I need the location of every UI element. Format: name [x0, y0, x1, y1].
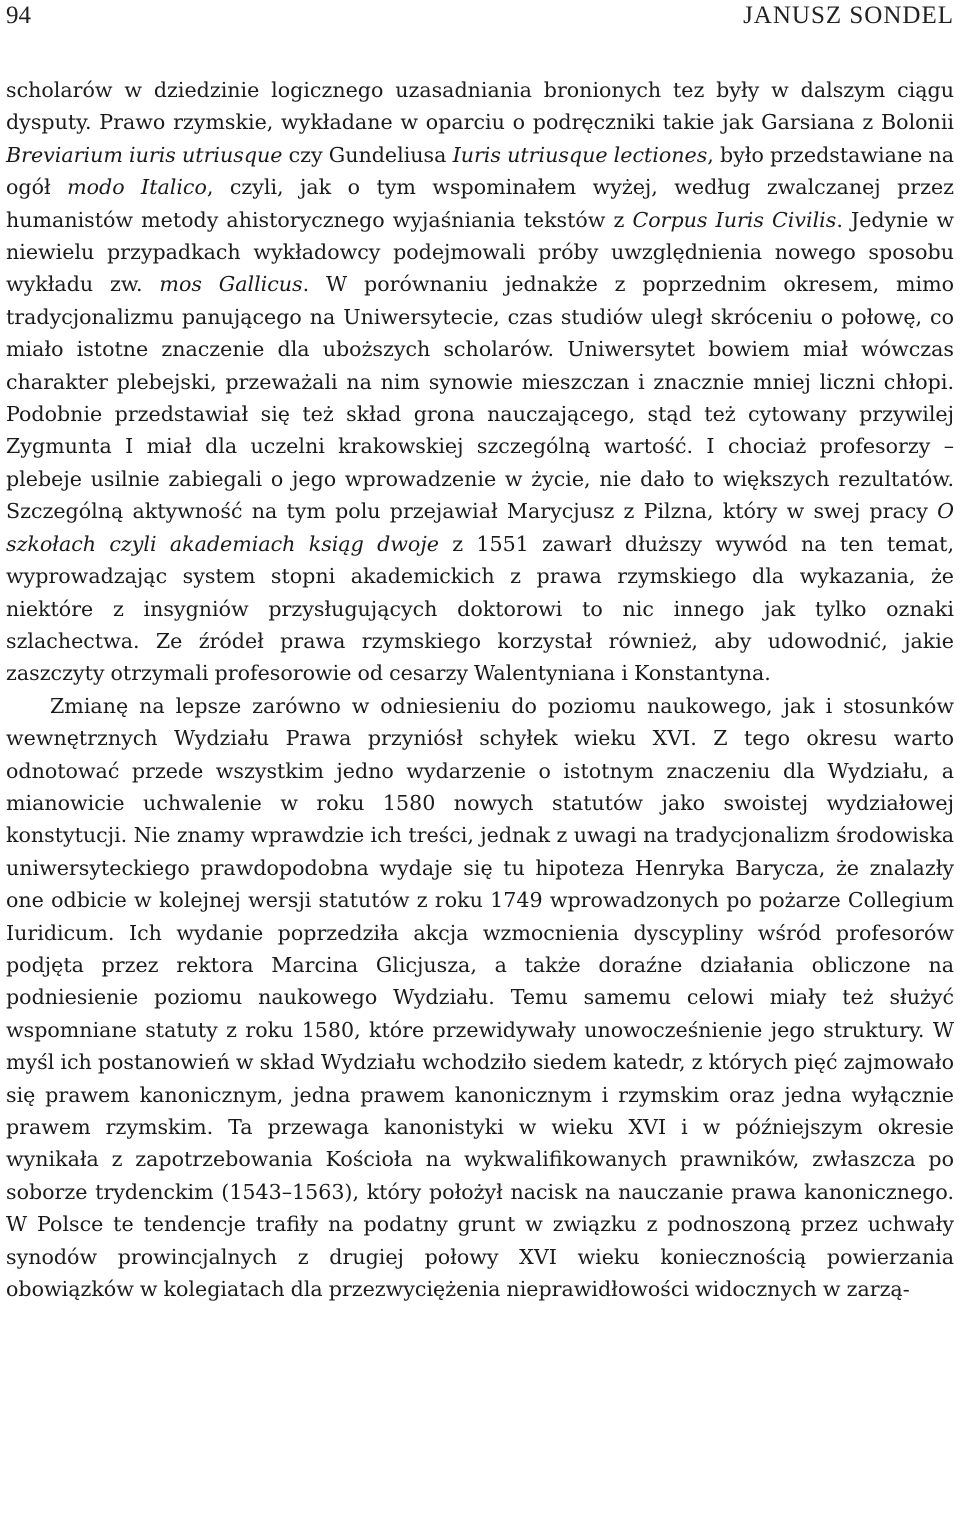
italic-term-mos-gallicus: mos Gallicus [159, 272, 303, 297]
italic-term-modo-italico: modo Italico [67, 175, 207, 200]
italic-title-lectiones: Iuris utriusque lectiones [452, 142, 708, 167]
running-head [0, 0, 960, 30]
body-text [6, 74, 954, 1305]
paragraph-2 [6, 690, 954, 1306]
text-run: . W porównaniu jednakże z poprzednim okresem, mimo tradycjonalizmu panującego na Uniwersytecie, czas studiów uległ skróceniu o połowę, co miało istotne znaczenie dla uboższych scholarów. Uniwersytet bowiem miał wówczas charakter plebejski, przeważali na nim synowie mieszczan i znacznie mniej liczni chłopi. Podobnie przedstawiał się też skład grona nauczającego, stąd też cytowany przywilej Zygmunta I miał dla uczelni krakowskiej szczególną wartość. I chociaż profesorzy – plebeje usilnie zabiegali o jego wprowadzenie w życie, nie dało to większych rezultatów. Szczególną aktywność na tym polu przejawiał Marycjusz z Pilzna, który w swej pracy [6, 272, 954, 524]
italic-title-o-szkolach: O szkołach czyli akademiach ksiąg dwoje [6, 499, 954, 556]
text-run: , było przedstawiane na ogół [6, 142, 955, 200]
paragraph-1 [6, 74, 954, 690]
text-run: z 1551 zawarł dłuższy wywód na ten temat, wyprowadzając system stopni akademickich z prawa rzymskiego dla wykazania, że niektóre z insygniów przysługujących doktorowi to nic innego jak tylko oznaki szlachectwa. Ze źródeł prawa rzymskiego korzystał również, aby udowodnić, jakie zaszczyty otrzymali profesorowie od cesarzy Walentyniana i Konstantyna. [6, 531, 954, 686]
italic-title-breviarium: Breviarium iuris utriusque [6, 142, 283, 167]
text-run: . Jedynie w niewielu przypadkach wykładowcy podejmowali próby uwzględnienia nowego sposobu wykładu zw. [6, 207, 954, 297]
italic-title-corpus: Corpus Iuris Civilis [632, 207, 837, 232]
text-run: czy Gundeliusa [282, 142, 453, 167]
page-number: 94 [6, 2, 31, 29]
text-run: , czyli, jak o tym wspominałem wyżej, według zwalczanej przez humanistów metody ahistorycznego wyjaśniania tekstów z [6, 175, 955, 232]
text-run: scholarów w dziedzinie logicznego uzasadniania bronionych tez były w dalszym ciągu dysputy. Prawo rzymskie, wykładane w oparciu o podręczniki takie jak Garsiana z Bolonii [6, 78, 954, 135]
running-head-author: JANUSZ SONDEL [743, 2, 954, 29]
text-run: Zmianę na lepsze zarówno w odniesieniu do poziomu naukowego, jak i stosunków wewnętrznych Wydziału Prawa przyniósł schyłek wieku XVI. Z tego okresu warto odnotować przede wszystkim jedno wydarzenie o istotnym znaczeniu dla Wydziału, a mianowicie uchwalenie w roku 1580 nowych statutów jako swoistej wydziałowej konstytucji. Nie znamy wprawdzie ich treści, jednak z uwagi na tradycjonalizm środowiska uniwersyteckiego prawdopodobna wydaje się tu hipoteza Henryka Barycza, że znalazły one odbicie w kolejnej wersji statutów z roku 1749 wprowadzonych po pożarze Collegium Iuridicum. Ich wydanie poprzedziła akcja wzmocnienia dyscypliny wśród profesorów podjęta przez rektora Marcina Glicjusza, a także doraźne działania obliczone na podniesienie poziomu naukowego Wydziału. Temu samemu celowi miały też służyć wspomniane statuty z roku 1580, które przewidywały unowocześnienie jego struktury. W myśl ich postanowień w skład Wydziału wchodziło siedem katedr, z których pięć zajmowało się prawem kanonicznym, jedna prawem kanonicznym i rzymskim oraz jedna wyłącznie prawem rzymskim. Ta przewaga kanonistyki w wieku XVI i w późniejszym okresie wynikała z zapotrzebowania Kościoła na wykwalifikowanych prawników, zwłaszcza po soborze trydenckim (1543–1563), który położył nacisk na nauczanie prawa kanonicznego. W Polsce te tendencje trafiły na podatny grunt w związku z podnoszoną przez uchwały synodów prowincjalnych z drugiej połowy XVI wieku koniecznością powierzania obowiązków w kolegiatach dla przezwyciężenia nieprawidłowości widocznych w zarzą- [6, 693, 954, 1302]
